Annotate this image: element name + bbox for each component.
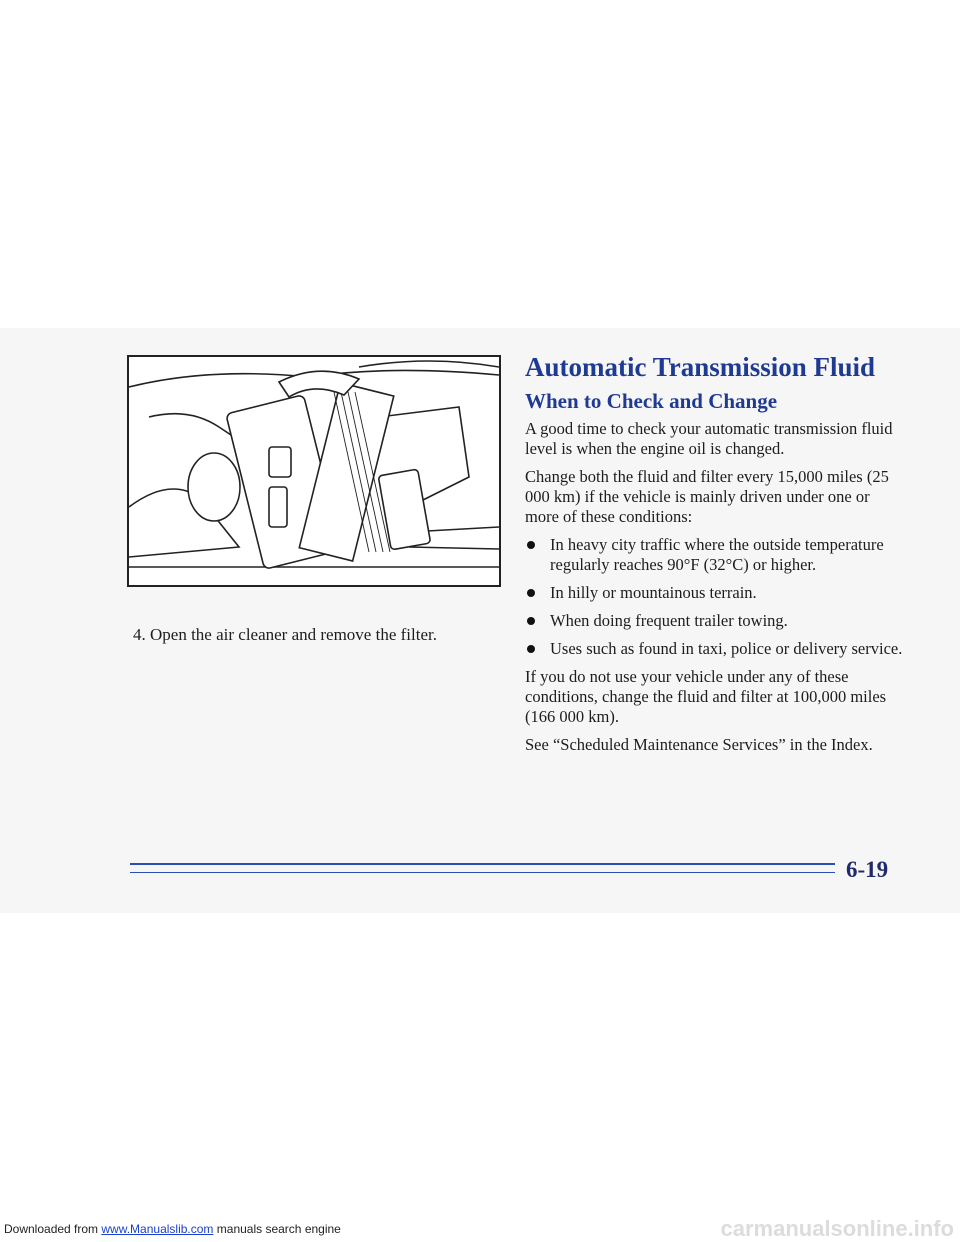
page-rule <box>130 863 835 865</box>
conditions-list <box>525 535 907 659</box>
section-title: Automatic Transmission Fluid <box>525 352 876 382</box>
watermark: carmanualsonline.info <box>720 1216 954 1241</box>
section-body <box>525 419 907 763</box>
list-item: In hilly or mountainous terrain. <box>525 583 907 603</box>
paragraph-see-index: See “Scheduled Maintenance Services” in the Index. <box>525 735 873 754</box>
page-number: 6-19 <box>846 857 889 882</box>
download-footer: Downloaded from www.Manualslib.com manuals search engine <box>4 1222 341 1236</box>
page-rule-thin <box>130 872 835 873</box>
paragraph-check-time: A good time to check your automatic transmission fluid level is when the engine oil is changed. <box>525 419 893 458</box>
list-item: Uses such as found in taxi, police or delivery service. <box>525 639 907 659</box>
list-item: In heavy city traffic where the outside temperature regularly reaches 90°F (32°C) or higher. <box>525 535 907 575</box>
air-cleaner-illustration <box>127 355 501 587</box>
section-subtitle: When to Check and Change <box>525 389 778 413</box>
step-4-caption: 4. Open the air cleaner and remove the filter. <box>133 625 437 644</box>
paragraph-normal-interval: If you do not use your vehicle under any of these conditions, change the fluid and filter at 100,000 miles (166 000 km). <box>525 667 887 726</box>
bullet-icon <box>527 645 535 653</box>
paragraph-change-interval: Change both the fluid and filter every 15,000 miles (25 000 km) if the vehicle is mainly driven under one or more of these conditions: <box>525 467 889 526</box>
manualslib-link[interactable]: www.Manualslib.com <box>101 1222 214 1236</box>
air-cleaner-drawing <box>129 357 499 585</box>
bullet-icon <box>527 589 535 597</box>
bullet-icon <box>527 541 535 549</box>
list-item: When doing frequent trailer towing. <box>525 611 907 631</box>
bullet-icon <box>527 617 535 625</box>
